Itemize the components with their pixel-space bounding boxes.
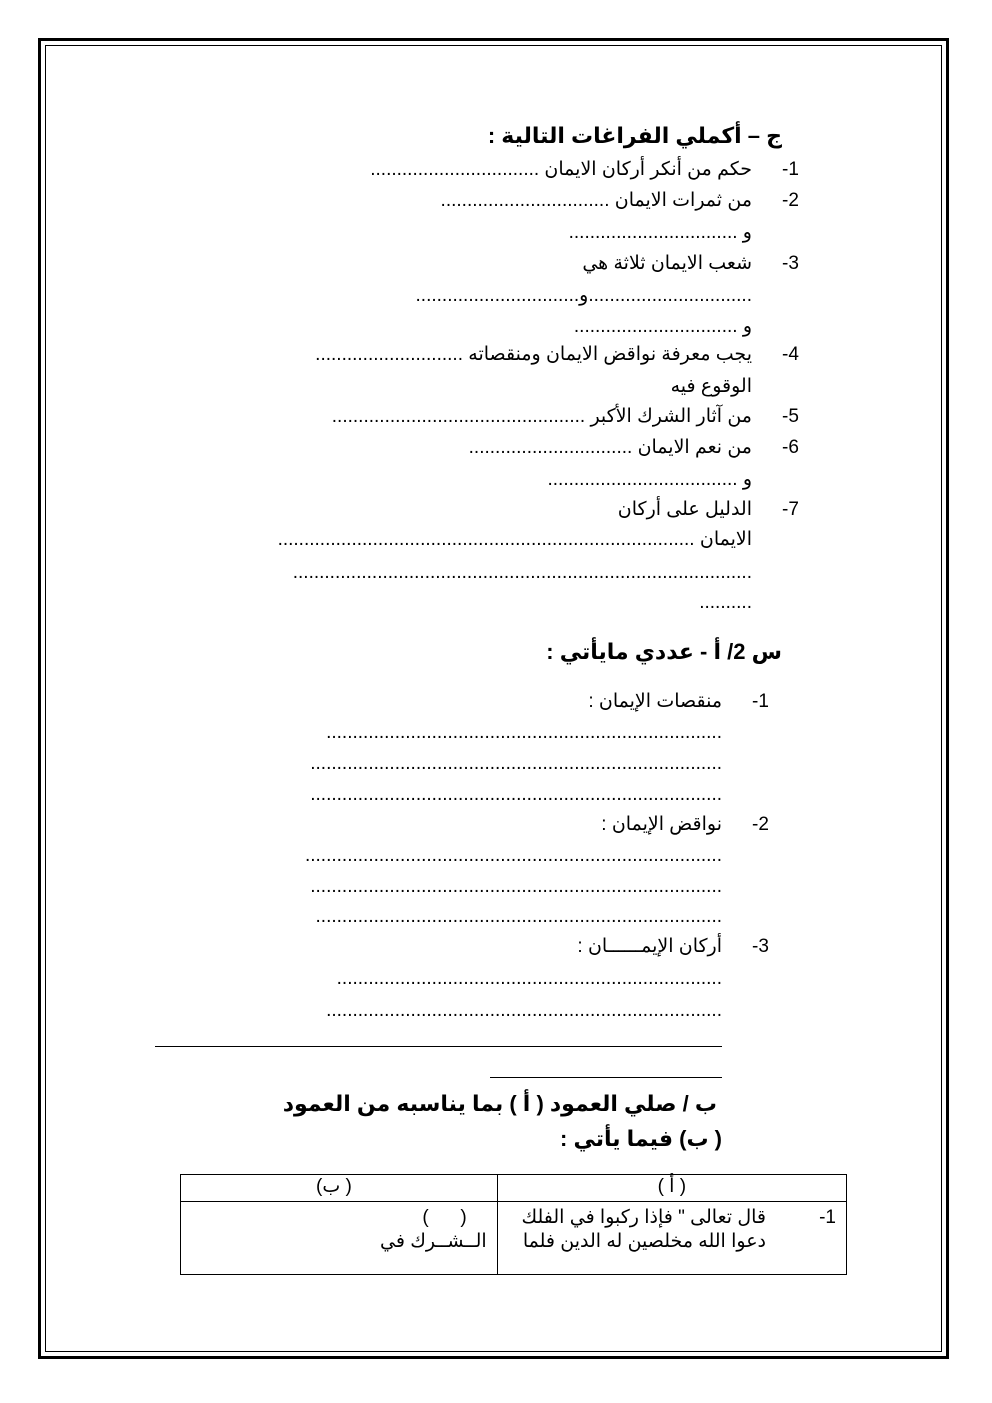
item-label: أركان الإيمــــــان : <box>577 936 722 957</box>
column-b-cell <box>181 1202 498 1275</box>
answer-dots: ......................................................................... <box>336 968 722 989</box>
item-text: و .................................... <box>547 469 752 490</box>
item-number: -2 <box>782 190 799 211</box>
item-text: ....................................................................................... <box>292 562 752 583</box>
item-number: -1 <box>782 159 799 180</box>
item-text: و ................................ <box>568 222 752 243</box>
page-border-inner <box>45 45 942 1352</box>
answer-dots: ........................................................................... <box>326 722 722 743</box>
item-number: -3 <box>782 253 799 274</box>
item-text: الوقوع فيه <box>670 376 752 397</box>
item-number: -2 <box>752 814 769 835</box>
item-label: نواقض الإيمان : <box>601 814 722 835</box>
table-header-row <box>181 1175 847 1202</box>
column-a-cell <box>497 1202 846 1275</box>
column-a-header: ( أ ) <box>497 1175 846 1202</box>
cell-text: الــشــرك في <box>380 1231 487 1252</box>
q2b-title-line2: ( ب) فيما يأتي : <box>560 1126 722 1151</box>
item-text: شعب الايمان ثلاثة هي <box>582 253 752 274</box>
answer-line <box>490 1077 722 1078</box>
answer-blank[interactable]: ( ) <box>422 1207 467 1228</box>
row-number: -1 <box>819 1207 836 1228</box>
item-number: -1 <box>752 691 769 712</box>
item-number: -3 <box>752 936 769 957</box>
item-text: .......... <box>699 592 752 613</box>
table-row <box>181 1202 847 1275</box>
item-text: من آثار الشرك الأكبر ................................................ <box>331 406 752 427</box>
item-text: من نعم الايمان ............................... <box>468 437 752 458</box>
answer-dots: .............................................................................. <box>310 876 722 897</box>
answer-line <box>155 1046 722 1047</box>
item-number: -7 <box>782 499 799 520</box>
item-text: يجب معرفة نواقض الايمان ومنقصاته ............................ <box>315 344 752 365</box>
answer-dots: .............................................................................. <box>310 753 722 774</box>
item-number: -5 <box>782 406 799 427</box>
item-text: و ............................... <box>573 316 752 337</box>
section-c-title: ج – أكملي الفراغات التالية : <box>487 123 782 148</box>
cell-text: قال تعالى " فإذا ركبوا في الفلك <box>521 1207 766 1228</box>
item-text: ...............................و............................... <box>415 285 752 306</box>
q2b-title-line1: ب / صلي العمود ( أ ) بما يناسبه من العمود <box>282 1091 717 1116</box>
answer-dots: ............................................................................... <box>304 845 722 866</box>
answer-dots: ........................................................................... <box>326 1000 722 1021</box>
item-number: -4 <box>782 344 799 365</box>
cell-text: دعوا الله مخلصين له الدين فلما <box>522 1231 766 1252</box>
item-text: الايمان ............................................................................... <box>277 529 752 550</box>
answer-dots: .............................................................................. <box>310 784 722 805</box>
item-label: منقصات الإيمان : <box>588 691 722 712</box>
item-text: من ثمرات الايمان ................................ <box>440 190 752 211</box>
item-number: -6 <box>782 437 799 458</box>
q2a-title: س 2/ أ - عددي مايأتي : <box>546 639 782 664</box>
answer-dots: ............................................................................. <box>315 906 722 927</box>
column-b-header: ( ب) <box>181 1175 498 1202</box>
item-text: حكم من أنكر أركان الايمان ................................ <box>370 159 752 180</box>
item-text: الدليل على أركان <box>617 499 752 520</box>
matching-table <box>180 1174 847 1275</box>
